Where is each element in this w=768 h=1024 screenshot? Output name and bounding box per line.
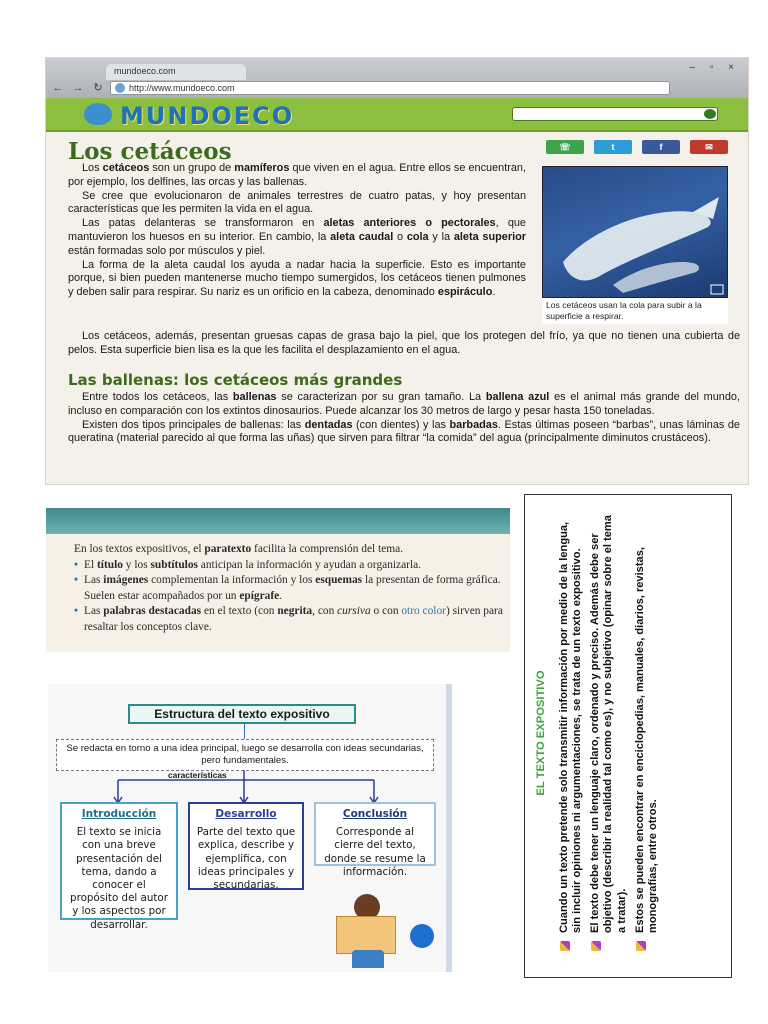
site-header xyxy=(46,98,748,132)
introduccion-text: El texto se inicia con una breve presentación del tema, dando a conocer el propósito del autor y los aspectos por desarrollar. xyxy=(70,826,168,931)
browser-chrome xyxy=(46,58,748,98)
expo-item-text: Cuando un texto pretende solo transmitir información por medio de la lengua, sin incluir opiniones ni argumentaciones, se trata de un texto expositivo. xyxy=(557,521,584,933)
twitter-share-button[interactable]: t xyxy=(594,140,632,154)
newspaper-icon xyxy=(336,916,396,954)
texto-expositivo-box xyxy=(524,494,732,978)
paragraph-cetaceos: Los cetáceos son un grupo de mamíferos que viven en el agua. Entre ellos se encuentran, por ejemplo, los delfines, las orcas y las ballenas. xyxy=(68,162,526,188)
paratexto-panel xyxy=(46,508,510,652)
paragraph-evolucion: Se cree que evolucionaron de animales terrestres de cuatro patas, y hoy presentan características que les permiten la vida en el agua. xyxy=(68,189,526,216)
list-item xyxy=(589,515,630,951)
whatsapp-share-button[interactable]: ☏ xyxy=(546,140,584,154)
site-search-input[interactable] xyxy=(512,107,718,121)
bullet-icon xyxy=(636,941,646,951)
article-title: Los cetáceos xyxy=(68,138,232,165)
expo-item-text: El texto debe tener un lenguaje claro, ordenado y preciso. Además debe ser objetivo (describir la realidad tal como es), y no subjetivo (opinar sobre el tema a tratar). xyxy=(588,515,628,933)
desarrollo-title: Desarrollo xyxy=(215,808,277,820)
estructura-diagram xyxy=(48,684,452,972)
list-item: • El título y los subtítulos anticipan la información y ayudan a organizarla. xyxy=(74,558,506,574)
article-figure xyxy=(542,166,728,328)
introduccion-box xyxy=(60,802,178,931)
paratexto-list xyxy=(74,558,506,636)
texto-expositivo-content xyxy=(529,505,729,969)
figure-caption: Los cetáceos usan la cola para subir a la superficie a respirar. xyxy=(542,298,728,324)
list-item xyxy=(558,515,585,951)
diagram-branch-lines xyxy=(48,770,452,804)
conclusion-box xyxy=(314,802,436,878)
paratexto-intro: En los textos expositivos, el paratexto facilita la comprensión del tema. xyxy=(74,543,404,555)
texto-expositivo-title: EL TEXTO EXPOSITIVO xyxy=(535,670,547,796)
article-screenshot xyxy=(46,58,748,484)
address-url: http://www.mundoeco.com xyxy=(129,83,235,93)
forward-arrow-icon[interactable]: → xyxy=(72,82,84,94)
whale-logo-icon xyxy=(84,103,112,125)
section-title: Las ballenas: los cetáceos más grandes xyxy=(68,371,403,389)
globe-icon xyxy=(115,83,125,93)
search-icon[interactable] xyxy=(704,109,716,119)
paragraph-tipos-ballenas: Existen dos tipos principales de ballenas: las dentadas (con dientes) y las barbadas. Estas últimas poseen “barbas”, unas láminas de queratina (material parecido al que forma las uñas) que sirven para filtrar “la comida” del agua (principalmente diminutos crustáceos). xyxy=(68,418,740,445)
paratexto-header-band xyxy=(46,508,510,534)
paratexto-content xyxy=(74,542,506,636)
reader-body xyxy=(352,950,384,968)
article-intro xyxy=(68,162,526,300)
list-item xyxy=(634,515,661,951)
diagram-description: Se redacta en torno a una idea principal, luego se desarrolla con ideas secundarias, pero fundamentales. xyxy=(56,739,434,771)
expo-item-text: Estos se pueden encontrar en enciclopedias, manuales, diarios, revistas, monografías, entre otros. xyxy=(633,547,660,933)
browser-nav-row xyxy=(50,80,744,96)
bullet-icon xyxy=(591,941,601,951)
reader-illustration-icon xyxy=(336,894,396,968)
list-item: • Las imágenes complementan la información y los esquemas la presentan de forma gráfica. Suelen estar acompañados por un epígrafe. xyxy=(74,573,506,604)
paragraph-espiraculo: La forma de la aleta caudal los ayuda a nadar hacia la superficie. Esto es importante porque, si bien pueden mantenerse mucho tiempo sumergidos, los cetáceos tienen pulmones y deben salir para respirar. Su nariz es un orificio en la cabeza, denominado espiráculo. xyxy=(68,258,526,299)
section-body xyxy=(68,391,740,446)
desarrollo-text: Parte del texto que explica, describe y ejemplifica, con ideas principales y secundarias. xyxy=(196,826,296,892)
email-share-button[interactable]: ✉ xyxy=(690,140,728,154)
conclusion-title: Conclusión xyxy=(342,808,408,820)
facebook-share-button[interactable]: f xyxy=(642,140,680,154)
paragraph-grasa: Los cetáceos, además, presentan gruesas capas de grasa bajo la piel, que los protegen del frío, ya que no tienen una cubierta de pelos. Esta superficie bien lisa es la que les facilita el desplazamiento en el agua. xyxy=(68,330,740,356)
blue-circle-icon xyxy=(410,924,434,948)
address-bar[interactable] xyxy=(110,81,670,95)
browser-tab[interactable]: mundoeco.com xyxy=(106,64,246,80)
conclusion-text: Corresponde al cierre del texto, donde se resume la información. xyxy=(324,826,426,878)
diagram-title: Estructura del texto expositivo xyxy=(128,704,356,724)
introduccion-title: Introducción xyxy=(81,808,157,820)
paragraph-ballena-azul: Entre todos los cetáceos, las ballenas se caracterizan por su gran tamaño. La ballena azul es el animal más grande del mundo, incluso en comparación con los extintos dinosaurios. Puede alcanzar los 30 metros de largo y pesar hasta 150 toneladas. xyxy=(68,391,741,417)
diagram-connector xyxy=(244,724,245,739)
beluga-image xyxy=(542,166,728,298)
reload-icon[interactable]: ↻ xyxy=(93,82,103,94)
desarrollo-box xyxy=(188,802,304,890)
list-item: • Las palabras destacadas en el texto (con negrita, con cursiva o con otro color) sirven para resaltar los conceptos clave. xyxy=(74,604,506,635)
back-arrow-icon[interactable]: ← xyxy=(52,82,64,94)
bullet-icon xyxy=(560,941,570,951)
paragraph-aletas: Las patas delanteras se transformaron en aletas anteriores o pectorales, que mantuvieron los huesos en su interior. En cambio, la aleta caudal o cola y la aleta superior están formadas solo por músculos y piel. xyxy=(68,217,526,257)
site-logo[interactable]: MUNDOECO xyxy=(120,102,295,130)
diagram-caracteristicas-label: características xyxy=(168,770,227,780)
whale-illustration-icon xyxy=(543,167,728,298)
window-controls[interactable]: – ▫ × xyxy=(689,62,740,73)
